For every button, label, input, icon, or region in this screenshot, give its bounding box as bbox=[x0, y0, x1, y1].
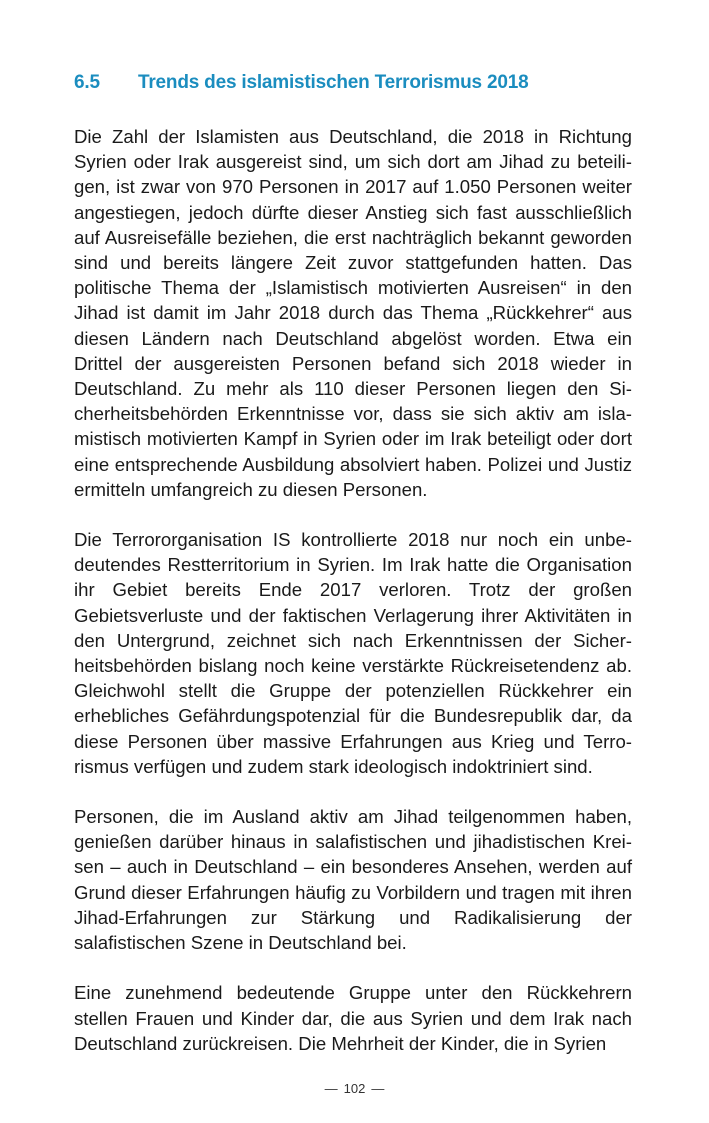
section-number: 6.5 bbox=[74, 72, 100, 93]
footer-dash-right: — bbox=[371, 1081, 385, 1096]
body-paragraph-1: Die Zahl der Islamisten aus Deutschland, die 2018 in Richtung Syrien oder Irak ausgereist sind, um sich dort am Jihad zu beteiligen, ist zwar von 970 Personen in 2017 auf 1.050 Personen weiter angestiegen, jedoch dürfte dieser Anstieg sich fast ausschließlich auf Ausreisefälle beziehen, die erst nachträglich bekannt geworden sind und bereits längere Zeit zuvor stattgefunden hatten. Das politische Thema der „Islamistisch motivierten Ausreisen“ in den Jihad ist damit im Jahr 2018 durch das Thema „Rückkehrer“ aus diesen Ländern nach Deutschland abgelöst worden. Etwa ein Drittel der ausgereisten Personen befand sich 2018 wieder in Deutschland. Zu mehr als 110 dieser Personen liegen den Sicherheitsbehörden Erkenntnisse vor, dass sie sich aktiv am islamistisch motivierten Kampf in Syrien oder im Irak beteiligt oder dort eine entsprechende Ausbildung absolviert haben. Polizei und Justiz ermitteln umfangreich zu diesen Personen. bbox=[74, 126, 632, 500]
section-title: Trends des islamistischen Terrorismus 2018 bbox=[138, 72, 529, 93]
page-footer bbox=[0, 1081, 709, 1096]
body-paragraph-2: Die Terrororganisation IS kontrollierte 2018 nur noch ein unbedeutendes Restterritorium in Syrien. Im Irak hatte die Organisation ihr Gebiet bereits Ende 2017 verloren. Trotz der großen Gebietsverluste und der faktischen Verlagerung ihrer Aktivitäten in den Untergrund, zeichnet sich nach Erkenntnissen der Sicherheitsbehörden bislang noch keine verstärkte Rückreisetendenz ab. Gleichwohl stellt die Gruppe der potenziellen Rückkehrer ein erhebliches Gefährdungspotenzial für die Bundesrepublik dar, da diese Personen über massive Erfahrungen aus Krieg und Terrorismus verfügen und zudem stark ideologisch indoktriniert sind. bbox=[74, 529, 632, 777]
document-page bbox=[74, 72, 632, 1081]
page-number: 102 bbox=[343, 1081, 366, 1096]
footer-dash-left: — bbox=[324, 1081, 338, 1096]
body-paragraph-3: Personen, die im Ausland aktiv am Jihad teilgenommen haben, genießen darüber hinaus in salafistischen und jihadistischen Kreisen – auch in Deutschland – ein besonderes Ansehen, werden auf Grund dieser Erfahrungen häufig zu Vorbildern und tragen mit ihren Jihad-Erfahrungen zur Stärkung und Radikalisierung der salafistischen Szene in Deutschland bei. bbox=[74, 806, 632, 954]
section-heading bbox=[74, 72, 632, 94]
body-paragraph-4: Eine zunehmend bedeutende Gruppe unter den Rückkehrern stellen Frauen und Kinder dar, die aus Syrien und dem Irak nach Deutschland zurückreisen. Die Mehrheit der Kinder, die in Syrien bbox=[74, 982, 632, 1054]
